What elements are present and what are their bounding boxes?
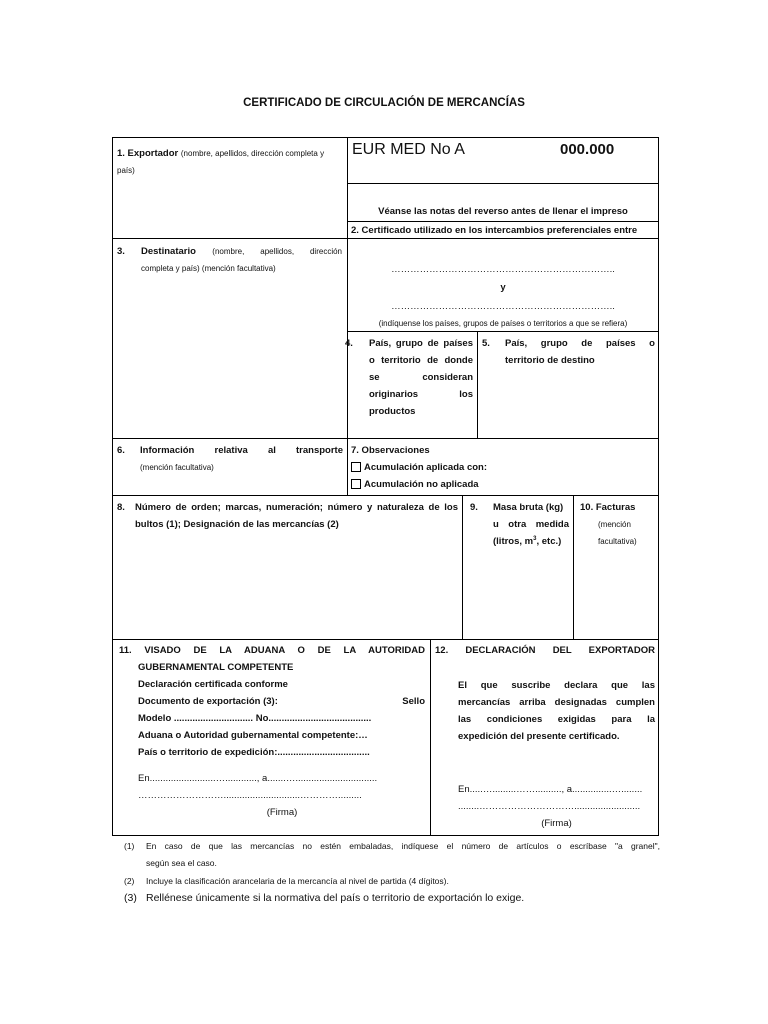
box11-customs-endorsement [119,642,425,761]
box8-number: 8. [117,502,125,513]
box3-consignee [141,243,342,277]
box3-note2: completa y país) (mención facultativa) [141,264,276,273]
box3-label: Destinatario [141,246,196,257]
box3-number: 3. [117,246,125,257]
box8-line2: bultos (1); Designación de las mercancías (2) [135,519,339,530]
box5-line2: territorio de destino [505,355,595,366]
box10-invoices [580,499,655,550]
document-title: CERTIFICADO DE CIRCULACIÓN DE MERCANCÍAS [243,97,525,109]
reverse-notes-notice: Véanse las notas del reverso antes de llenar el impreso [378,206,628,217]
footnote-3-number: (3) [124,892,137,904]
box2-note: (indíquense los países, grupos de países o territorios a que se refiera) [378,319,628,328]
box5-destination [505,335,655,369]
box12-l3: las condiciones exigidas para la [458,714,655,725]
box4-line4: originarios los [369,389,473,400]
eur-med-label: EUR MED No A [352,141,465,158]
footnote-1-number: (1) [124,841,135,851]
box8-line1: Número de orden; marcas, numeración; número y naturaleza de los [135,502,458,513]
box6-label: Información relativa al transporte [140,445,343,456]
footnote-3-text: Rellénese únicamente si la normativa del país o territorio de exportación lo exige. [146,892,525,904]
box11-line4: Documento de exportación (3): [138,696,278,707]
box11-line8: En.........................…............, a.......…............................... [138,773,378,784]
box7-remarks [351,442,487,493]
cumulation-applied-option[interactable] [351,459,487,476]
box4-line2: o territorio de donde [369,355,473,366]
footnote-2-text: Incluye la clasificación arancelaria de la mercancía al nivel de partida (4 dígitos). [146,876,449,886]
box12-declaration-text [458,677,655,745]
box1-note: (nombre, apellidos, dirección completa y [180,149,325,158]
footnote-2-number: (2) [124,876,135,886]
footnote-2 [124,873,660,890]
box11-line5: Modelo .............................. No....................................... [138,713,372,724]
box4-line3: se consideran [369,372,473,383]
box4-origin [369,335,473,420]
box12-line1: 12. DECLARACIÓN DEL EXPORTADOR [435,645,655,656]
box12-l2: mercancías arriba designadas cumplen [458,697,655,708]
box8-goods-description [135,499,458,533]
box9-gross-mass [493,499,569,550]
box11-line2: GUBERNAMENTAL COMPETENTE [138,662,294,673]
box4-line1: País, grupo de países [369,338,473,349]
box9-line3 [493,533,569,550]
box12-line5: En.....….........…….........., a...............…........ [458,784,643,795]
box11-export-document-row [119,693,425,710]
box11-line7: País o territorio de expedición:................................... [138,747,370,758]
box9-line2: u otra medida [493,519,569,530]
certificate-form [112,137,659,836]
box10-label: 10. Facturas [580,502,636,513]
cumulation-not-applied-checkbox[interactable] [351,479,361,489]
box12-exporter-declaration [435,642,655,659]
footnote-1-continuation: según sea el caso. [146,858,217,868]
box10-note2: facultativa) [598,537,637,546]
box7-label: 7. Observaciones [351,445,430,456]
box12-place-date [458,781,655,832]
box6-number: 6. [117,445,125,456]
box12-l1: El que suscribe declara que las [458,680,655,691]
box6-note: (mención facultativa) [140,463,214,472]
box4-line5: productos [369,406,416,417]
box9-line3-text: (litros, m [493,536,534,547]
cumulation-applied-checkbox[interactable] [351,462,361,472]
box9-number: 9. [470,502,478,513]
box12-line6: ........…………………………......................... [458,801,641,812]
box2-and: y [500,282,506,293]
box11-line3: Declaración certificada conforme [138,679,288,690]
footnote-1 [124,838,660,872]
box9-line1: Masa bruta (kg) [493,502,564,513]
box11-line1: 11. VISADO DE LA ADUANA O DE LA AUTORIDAD [119,645,425,656]
stamp-label: Sello [402,696,425,707]
box1-label: 1. Exportador [117,148,179,159]
box2-label: 2. Certificado utilizado en los intercambios preferenciales entre [351,225,638,236]
box4-number: 4. [345,338,353,349]
box11-place-date [138,770,426,821]
box2-dots-1: …………………………………………………………….. [391,264,615,275]
box6-transport [140,442,343,476]
box10-note1: (mención [598,520,631,529]
box1-exporter [117,145,345,179]
footnote-3 [124,890,660,907]
box12-signature: (Firma) [541,818,572,829]
box2-dots-2: …………………………………………………………….. [391,301,615,312]
cumulation-applied-label: Acumulación aplicada con: [364,462,487,473]
cumulation-not-applied-option[interactable] [351,476,487,493]
cumulation-not-applied-label: Acumulación no aplicada [364,479,479,490]
footnote-1-text: En caso de que las mercancías no estén embaladas, indíquese el número de artículos o escríbase "a granel", [146,841,660,851]
box9-superscript: 3 [533,535,537,542]
box5-number: 5. [482,338,490,349]
box1-note2: país) [117,166,135,175]
box9-line3-end: , etc.) [536,536,562,547]
box11-signature: (Firma) [266,807,298,818]
box5-line1: País, grupo de países o [505,338,655,349]
certificate-number: 000.000 [560,141,615,158]
box11-line6: Aduana o Autoridad gubernamental competente:… [138,730,368,741]
box3-note1: (nombre, apellidos, dirección [212,247,343,256]
box12-l4: expedición del presente certificado. [458,731,620,742]
box11-line9: ……………………….............................…………......... [138,790,362,801]
